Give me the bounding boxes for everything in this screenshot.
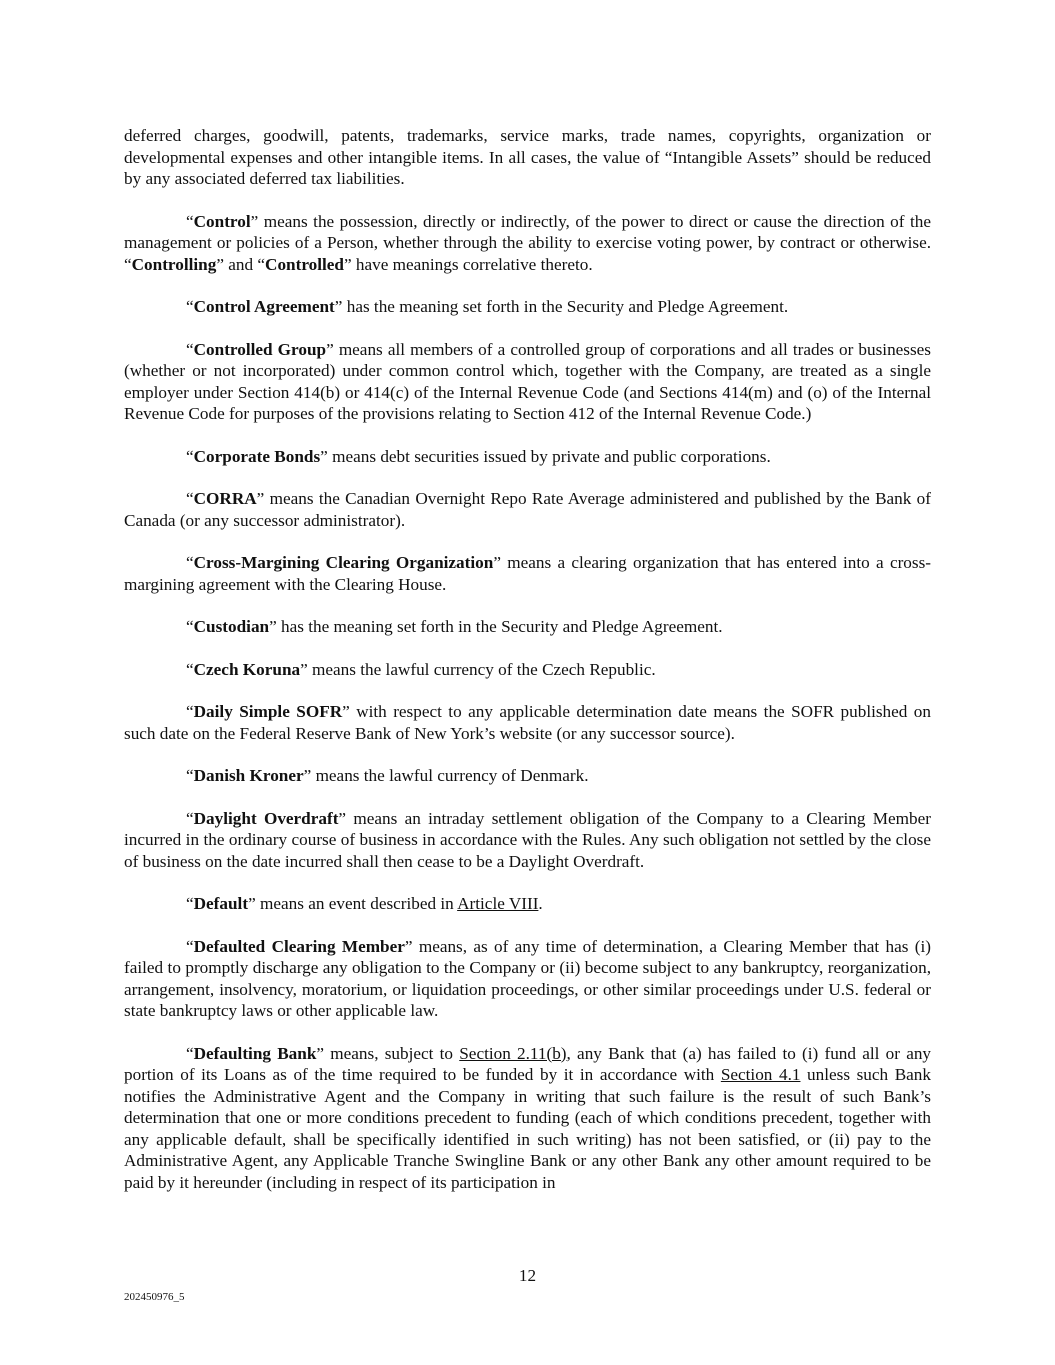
defined-term: Daylight Overdraft	[193, 808, 339, 828]
definition-czech-koruna: “Czech Koruna” means the lawful currency of the Czech Republic.	[186, 659, 656, 679]
defined-term: Control Agreement	[193, 297, 335, 316]
definition-defaulting-bank: “Defaulting Bank” means, subject to Section 2.11(b), any Bank that (a) has failed to (i) fund all or any portion of its Loans as of the time required to be funded by it in accordance with Section 4.1 unless such Bank notifies the Administrative Agent and the Company in writing that such failure is the result of such Bank’s determination that one or more conditions precedent to funding (each of which conditions precedent, together with any applicable default, shall be specifically identified in such writing) has not been satisfied, or (ii) pay to the Administrative Agent, any Applicable Tranche Swingline Bank or any other Bank any other amount required to be paid by it hereunder (including in respect of its participation in	[124, 1043, 932, 1192]
defined-term: Default	[193, 894, 249, 913]
intro-paragraph: deferred charges, goodwill, patents, trademarks, service marks, trade names, copyrights, organization or developmental expenses and other intangible items. In all cases, the value of “Intangible Assets” should be reduced by any associated deferred tax liabilities.	[124, 126, 931, 188]
definition-daily-simple-sofr: “Daily Simple SOFR” with respect to any applicable determination date means the SOFR published on such date on the Federal Reserve Bank of New York’s website (or any successor source).	[124, 702, 931, 743]
definition-control-agreement: “Control Agreement” has the meaning set forth in the Security and Pledge Agreement.	[186, 297, 789, 316]
defined-term: Daily Simple SOFR	[193, 702, 343, 721]
definition-defaulted-clearing-member: “Defaulted Clearing Member” means, as of any time of determination, a Clearing Member that has (i) failed to promptly discharge any obligation to the Company or (ii) become subject to any bankruptcy, reorganization, arrangement, insolvency, moratorium, or liquidation proceedings, or other similar proceedings under U.S. federal or state bankruptcy laws or other applicable law.	[124, 936, 931, 1020]
definition-cross-margining: “Cross-Margining Clearing Organization” means a clearing organization that has entered into a cross-margining agreement with the Clearing House.	[124, 553, 931, 594]
defined-term: Defaulting Bank	[193, 1043, 317, 1063]
definition-corra: “CORRA” means the Canadian Overnight Repo Rate Average administered and published by the Bank of Canada (or any successor administrator).	[124, 489, 931, 530]
defined-term: Controlled Group	[193, 339, 327, 359]
document-id: 202450976_5	[124, 1291, 185, 1303]
page-body	[124, 125, 931, 1214]
definition-daylight-overdraft: “Daylight Overdraft” means an intraday settlement obligation of the Company to a Clearing Member incurred in the ordinary course of business in accordance with the Rules. Any such obligation not settled by the close of business on the date incurred shall then cease to be a Daylight Overdraft.	[124, 808, 931, 871]
definition-controlled-group: “Controlled Group” means all members of a controlled group of corporations and all trades or businesses (whether or not incorporated) under common control which, together with the Company, are treated as a single employer under Section 414(b) or 414(c) of the Internal Revenue Code (and Sections 414(m) and (o) of the Internal Revenue Code for purposes of the provisions relating to Section 412 of the Internal Revenue Code.)	[124, 339, 931, 423]
defined-term: Defaulted Clearing Member	[193, 936, 405, 956]
defined-term: Control	[193, 211, 251, 231]
defined-term: Cross-Margining Clearing Organization	[193, 553, 494, 572]
article-viii-link[interactable]: Article VIII	[457, 894, 539, 913]
defined-term: CORRA	[193, 489, 257, 508]
defined-term: Danish Kroner	[193, 766, 304, 785]
section-2-11-b-link[interactable]: Section 2.11(b)	[459, 1043, 567, 1063]
definition-corporate-bonds: “Corporate Bonds” means debt securities issued by private and public corporations.	[186, 446, 771, 466]
defined-term: Czech Koruna	[193, 659, 301, 679]
definition-danish-kroner: “Danish Kroner” means the lawful currency of Denmark.	[186, 766, 589, 785]
definition-custodian: “Custodian” has the meaning set forth in the Security and Pledge Agreement.	[186, 617, 723, 636]
defined-term: Controlling	[131, 254, 217, 274]
defined-term: Corporate Bonds	[193, 446, 321, 466]
definition-default: “Default” means an event described in Article VIII.	[186, 894, 543, 913]
defined-term: Custodian	[193, 617, 270, 636]
definition-control: “Control” means the possession, directly or indirectly, of the power to direct or cause the direction of the management or policies of a Person, whether through the ability to exercise voting power, by contract or otherwise. “Controlling” and “Controlled” have meanings correlative thereto.	[124, 211, 931, 274]
page-number: 12	[518, 1266, 537, 1285]
defined-term: Controlled	[265, 254, 344, 274]
section-4-1-link[interactable]: Section 4.1	[720, 1065, 801, 1084]
